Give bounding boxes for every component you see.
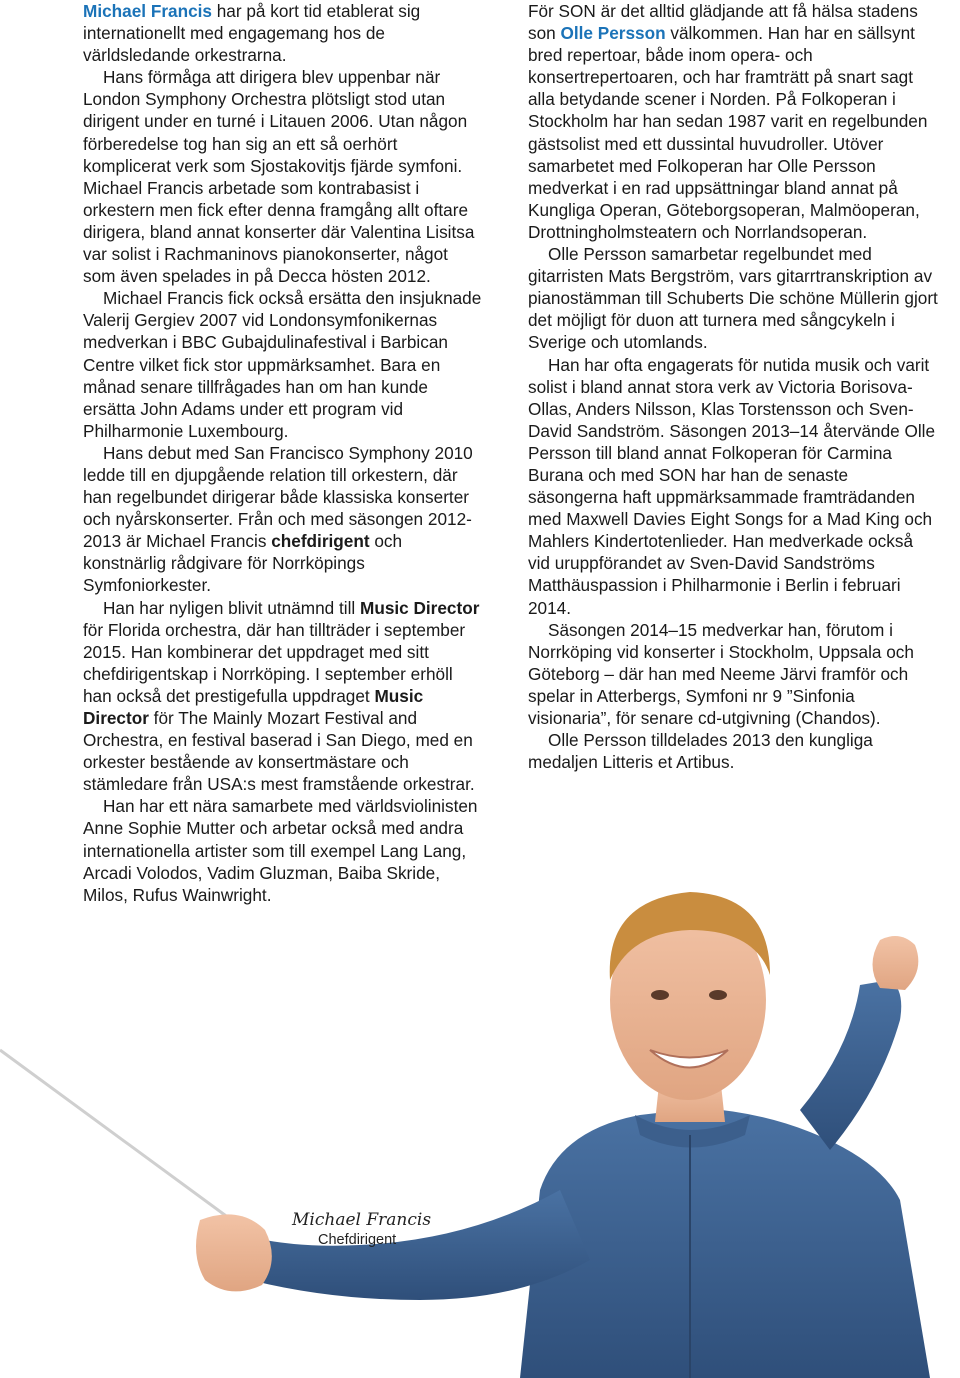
paragraph: Olle Persson tilldelades 2013 den kungliga medaljen Litteris et Artibus. (528, 730, 873, 773)
paragraph: Han har ofta engagerats för nutida musik och varit solist i bland annat stora verk av Victoria Borisova-Ollas, Anders Nilsson, Klas Torstensson och Sven-David Sandström. Säsongen 2013–14 återvände Olle Persson till bland annat Folkoperan för Carmina Burana och med SON har han de senaste säsongerna haft uppmärksammade framträdanden med Maxwell Davies Eight Songs for a Mad King och Mahlers Kindertotenlieder. Han medverkade också vid uruppförandet av Sven-David Sandströms Matthäuspassion i Philharmonie i Berlin i februari 2014. (528, 354, 936, 618)
paragraph-intro: Michael Francis har på kort tid etablerat sig internationellt med engagemang hos de världsledande orkestrarna. (83, 1, 421, 66)
paragraph: Olle Persson samarbetar regelbundet med gitarristen Mats Bergström, vars gitarrtranskription av pianostämman till Schuberts Die schöne Müllerin gjort det möjligt för duon att turnera med sångcykeln i Sverige och utomlands. (528, 244, 938, 353)
arm-right (800, 980, 901, 1150)
bold-term: Music Director (83, 685, 424, 728)
photo-caption (292, 1210, 431, 1248)
highlighted-name: Olle Persson (560, 23, 666, 44)
paragraph: Han har ett nära samarbete med världsviolinisten Anne Sophie Mutter och arbetar också med andra internationella artister som till exempel Lang Lang, Arcadi Volodos, Vadim Gluzman, Baiba Skride, Milos, Rufus Wainwright. (83, 796, 478, 905)
bold-term: Music Director (360, 597, 480, 618)
paragraph: Säsongen 2014–15 medverkar han, förutom i Norrköping vid konserter i Stockholm, Uppsala och Göteborg – där han med Neeme Järvi framför och spelar in Atterbergs, Symfoni nr 9 ”Sinfonia visionaria”, för senare cd-utgivning (Chandos). (528, 619, 914, 728)
paragraph: Han har nyligen blivit utnämnd till Music Director för Florida orchestra, där han tillträder i september 2015. Han kombinerar det uppdraget med sitt chefdirigentskap i Norrköping. I september erhöll han också det prestigefulla uppdraget Music Director för The Mainly Mozart Festival and Orchestra, en festival baserad i San Diego, med en orkester bestående av konsertmästare och stämledare från USA:s mest framstående orkestrar. (83, 597, 480, 795)
paragraph: Hans förmåga att dirigera blev uppenbar när London Symphony Orchestra plötsligt stod utan dirigent under en turné i Litauen 2006. Utan någon förberedelse tog han sig an ett så oerhört komplicerat verk som Sjostakovitjs fjärde symfoni. Michael Francis arbetade som kontrabasist i orkestern men fick efter denna framgång allt oftare dirigera, bland annat konserter där Valentina Lisitsa var solist i Rachmaninovs pianokonserter, något som även spelades in på Decca hösten 2012. (83, 67, 475, 287)
paragraph: Hans debut med San Francisco Symphony 2010 ledde till en djupgående relation till orkestern, där han regelbundet dirigerar både klassiska konserter och nyårskonserter. Från och med säsongen 2012-2013 är Michael Francis chefdirigent och konstnärlig rådgivare för Norrköpings Symfoniorkester. (83, 442, 473, 596)
paragraph-intro: För SON är det alltid glädjande att få hälsa stadens son Olle Persson välkommen. Han har en sällsynt bred repertoar, både inom opera- och konsertrepertoaren, och har framträtt på snart sagt alla betydande scener i Norden. På Folkoperan i Stockholm har han sedan 1987 varit en regelbunden gästsolist med ett dussintal huvudroller. Utöver samarbetet med Folkoperan har Olle Persson medverkat i en rad uppsättningar bland annat på Kungliga Operan, Göteborgsoperan, Malmöoperan, Drottningholmsteatern och Norrlandsoperan. (528, 1, 928, 242)
hand-baton (196, 1214, 272, 1291)
caption-role: Chefdirigent (318, 1232, 397, 1248)
left-column (83, 0, 483, 906)
hand-right (873, 936, 919, 990)
highlighted-name: Michael Francis (83, 1, 212, 21)
right-column (528, 0, 938, 773)
conductor-photo (0, 860, 960, 1378)
paragraph: Michael Francis fick också ersätta den insjuknade Valerij Gergiev 2007 vid Londonsymfonikernas medverkan i BBC Gubajdulinafestival i Barbican Centre vilket fick stor uppmärksamhet. Bara en månad senare tillfrågades han om han kunde ersätta John Adams under ett program vid Philharmonie Luxembourg. (83, 288, 482, 441)
bold-term: chefdirigent (271, 531, 370, 552)
caption-name: Michael Francis (292, 1210, 432, 1230)
baton (0, 1050, 248, 1232)
